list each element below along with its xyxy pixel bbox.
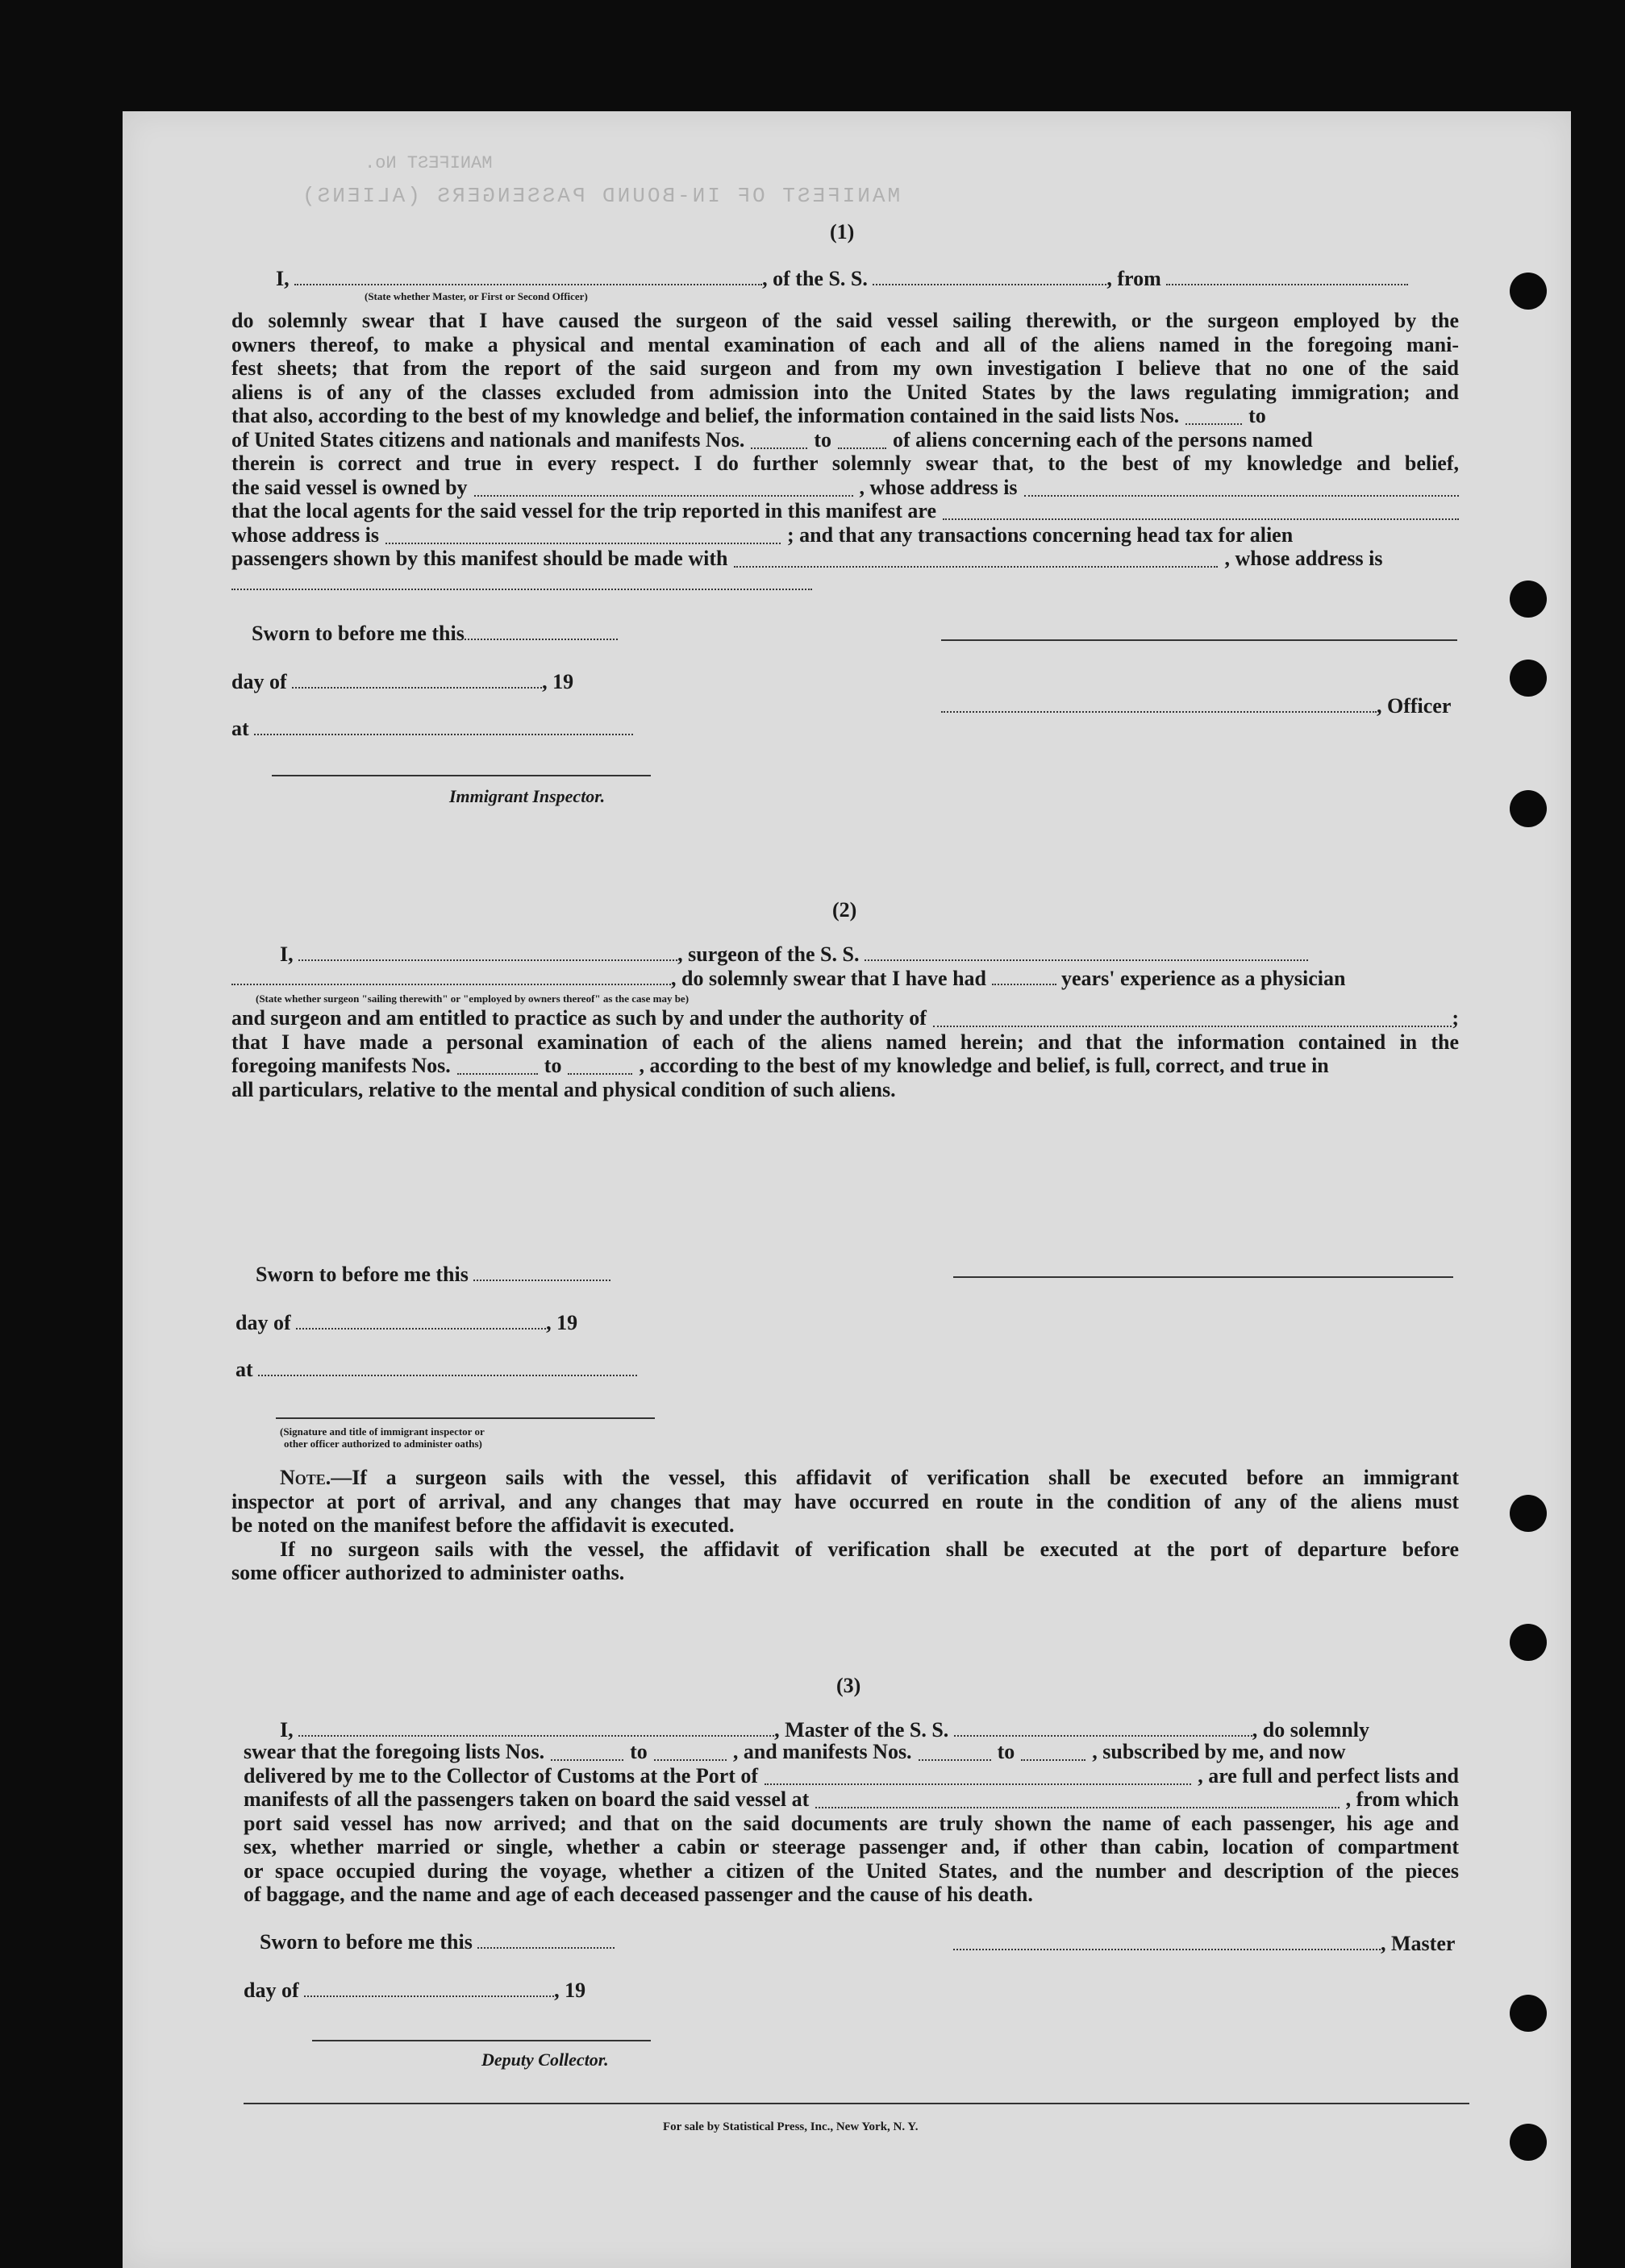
section-3-header-line: I, , Master of the S. S. , do solemnly [280,1716,1369,1742]
deputy-label: Deputy Collector. [481,2050,609,2070]
body-line: and surgeon and am entitled to practice as such by and under the authority of ; [231,1006,1459,1030]
owner-address-field[interactable] [1024,476,1459,497]
note-line: inspector at port of arrival, and any changes that may have occurred en route in the condition of any of the aliens must [231,1489,1459,1513]
binder-hole [1510,581,1547,618]
binder-hole [1510,1624,1547,1661]
sworn-day-field-2[interactable] [473,1260,610,1281]
body-line: sex, whether married or single, whether a cabin or steerage passenger and, if other than cabin, location of compartment [244,1835,1459,1858]
bleed-through-title: MANIFEST OF IN-BOUND PASSENGERS (ALIENS) [300,184,901,208]
body-line [231,404,1459,428]
surgeon-name-field[interactable] [298,940,677,961]
body-line: manifests of all the passengers taken on board the said vessel at , from which [244,1787,1459,1811]
master-label: , Master [953,1929,1455,1956]
text: that the local agents for the said vessel for the trip reported in this manifest are [231,499,937,522]
agents-address-field[interactable] [385,523,781,544]
note-line: If no surgeon sails with the vessel, the affidavit of verification shall be executed at the port of departure before [280,1537,1459,1561]
binder-hole [1510,1995,1547,2032]
body-line: aliens is of any of the classes excluded from admission into the United States by the laws regulating immigration; and [231,380,1459,404]
section-1-body [231,309,1459,571]
master-name-field[interactable] [298,1716,774,1737]
section-2-experience-line: , do solemnly swear that I have had years' experience as a physician [231,964,1345,991]
lists-from-field[interactable] [1185,404,1242,425]
officer-name-field[interactable] [294,264,762,285]
sworn-label: Sworn to before me this [252,619,618,646]
section-2-header-line: I, , surgeon of the S. S. [280,940,1308,967]
authority-field[interactable] [933,1006,1452,1027]
bleed-through-manifest-no: MANIFEST No. [365,153,493,173]
sworn-label-2: Sworn to before me this [256,1260,610,1287]
sworn-label-3: Sworn to before me this [260,1928,615,1954]
manifests-from-field[interactable] [751,428,807,449]
body-line: or space occupied during the voyage, whether a citizen of the United States, and the number and description of the pieces [244,1858,1459,1883]
boarding-port-field[interactable] [815,1787,1339,1808]
body-line [231,428,1459,452]
footer-rule [244,2103,1469,2104]
text: , whose address is [1224,547,1383,570]
signature-hint-1: (Signature and title of immigrant inspector or [280,1425,485,1438]
day-of-label: day of , 19 [231,668,573,694]
signature-hint-2: other officer authorized to administer oaths) [284,1438,482,1450]
body-line [231,476,1459,500]
master-signature-field[interactable] [953,1929,1381,1950]
section-3-body [244,1740,1459,1907]
officer-signature-field[interactable] [941,692,1377,713]
text: passengers shown by this manifest should be made with [231,547,728,570]
section-1-number: (1) [830,220,855,243]
at-field[interactable] [254,714,633,735]
body-line: all particulars, relative to the mental and physical condition of such aliens. [231,1077,896,1101]
binder-hole [1510,273,1547,310]
body-line: owners thereof, to make a physical and mental examination of each and all of the aliens named in the foregoing mani- [231,332,1459,356]
day-of-field-2[interactable] [296,1309,546,1330]
section-2-body [231,1006,1459,1101]
day-of-label-2: day of , 19 [235,1309,577,1335]
officer-signature-line-2[interactable] [953,1276,1453,1278]
address-continuation-line[interactable] [231,589,812,590]
inspector-signature-line[interactable] [272,775,651,776]
manifest-page [123,111,1571,2268]
section-2-hint: (State whether surgeon "sailing therewith" or "employed by owners thereof" as the case may be) [256,993,690,1005]
deputy-signature-line[interactable] [312,2040,651,2041]
officer-signature-line-1[interactable] [941,639,1457,641]
body-line: foregoing manifests Nos. to , according to the best of my knowledge and belief, is full, correct, and true in [231,1054,1329,1077]
footer-text: For sale by Statistical Press, Inc., New York, N. Y. [663,2120,919,2133]
day-of-field[interactable] [292,668,542,689]
surgeon-type-field[interactable] [231,964,671,985]
text: the said vessel is owned by [231,475,468,499]
manifests-to-field-3[interactable] [1021,1740,1085,1761]
note-line: Note.—If a surgeon sails with the vessel, this affidavit of verification shall be executed before an immigrant [280,1466,1459,1489]
text: , whose address is [859,475,1018,499]
body-line: therein is correct and true in every respect. I do further solemnly swear that, to the best of my knowledge and belief, [231,452,1459,475]
body-line: that I have made a personal examination of each of the aliens named herein; and that the information contained in the [231,1030,1459,1054]
at-label: at [231,714,633,741]
head-tax-party-field[interactable] [734,547,1218,568]
note-line: be noted on the manifest before the affidavit is executed. [231,1513,735,1537]
sworn-day-field[interactable] [465,619,618,640]
port-field[interactable] [765,1764,1191,1785]
master-ship-field[interactable] [954,1716,1252,1737]
text: ; and that any transactions concerning head tax for alien [787,522,1294,547]
body-line [231,523,1459,547]
manifests-to-field-2[interactable] [568,1054,632,1075]
inspector-label: Immigrant Inspector. [449,786,606,806]
owner-field[interactable] [474,476,853,497]
manifests-from-field-2[interactable] [457,1054,538,1075]
label-from: , from [1106,267,1161,290]
text: that also, according to the best of my knowledge and belief, the information contained in the said lists Nos. [231,404,1180,427]
day-of-field-3[interactable] [304,1976,554,1997]
text: of aliens concerning each of the persons named [893,427,1313,452]
body-line: port said vessel has now arrived; and that on the said documents are truly shown the name of each passenger, his age and [244,1811,1459,1835]
binder-hole [1510,660,1547,697]
at-field-2[interactable] [258,1355,637,1376]
note [231,1466,1459,1585]
binder-hole [1510,1495,1547,1532]
manifests-from-field-3[interactable] [919,1740,991,1761]
label-i: I, [276,267,290,290]
binder-hole [1510,2124,1547,2161]
text: whose address is [231,522,380,547]
section-1-hint: (State whether Master, or First or Second Officer) [365,290,588,302]
body-line: of baggage, and the name and age of each deceased passenger and the cause of his death. [244,1883,1033,1906]
surgeon-ship-field[interactable] [865,940,1308,961]
lists-to-field-3[interactable] [654,1740,727,1761]
day-of-label-3: day of , 19 [244,1976,585,2003]
body-line: delivered by me to the Collector of Customs at the Port of , are full and perfect lists and [244,1763,1459,1787]
officer-label: , Officer [941,692,1451,718]
note-line: some officer authorized to administer oaths. [231,1561,625,1584]
local-agents-field[interactable] [943,499,1459,520]
at-label-2: at [235,1355,637,1382]
text: to [1248,404,1266,427]
body-line [231,499,1459,523]
manifests-to-field[interactable] [838,428,886,449]
body-line: fest sheets; that from the report of the said surgeon and from my own investigation I believe that no one of the said [231,356,1459,380]
section-3-number: (3) [836,1674,861,1697]
sworn-day-field-3[interactable] [477,1928,615,1949]
signature-line-2[interactable] [276,1417,655,1419]
text: to [814,427,831,452]
text: of United States citizens and nationals and manifests Nos. [231,427,745,452]
years-field[interactable] [992,964,1056,985]
body-line [231,547,1459,571]
label-of-ss: , of the S. S. [762,267,868,290]
body-line: do solemnly swear that I have caused the surgeon of the said vessel sailing therewith, or the surgeon employed by the [231,309,1459,332]
body-line: swear that the foregoing lists Nos. to , and manifests Nos. to , subscribed by me, and now [244,1740,1346,1763]
section-2-number: (2) [832,898,857,922]
from-port-field[interactable] [1166,264,1408,285]
ship-name-field[interactable] [873,264,1106,285]
binder-hole [1510,790,1547,827]
lists-from-field-3[interactable] [551,1740,623,1761]
